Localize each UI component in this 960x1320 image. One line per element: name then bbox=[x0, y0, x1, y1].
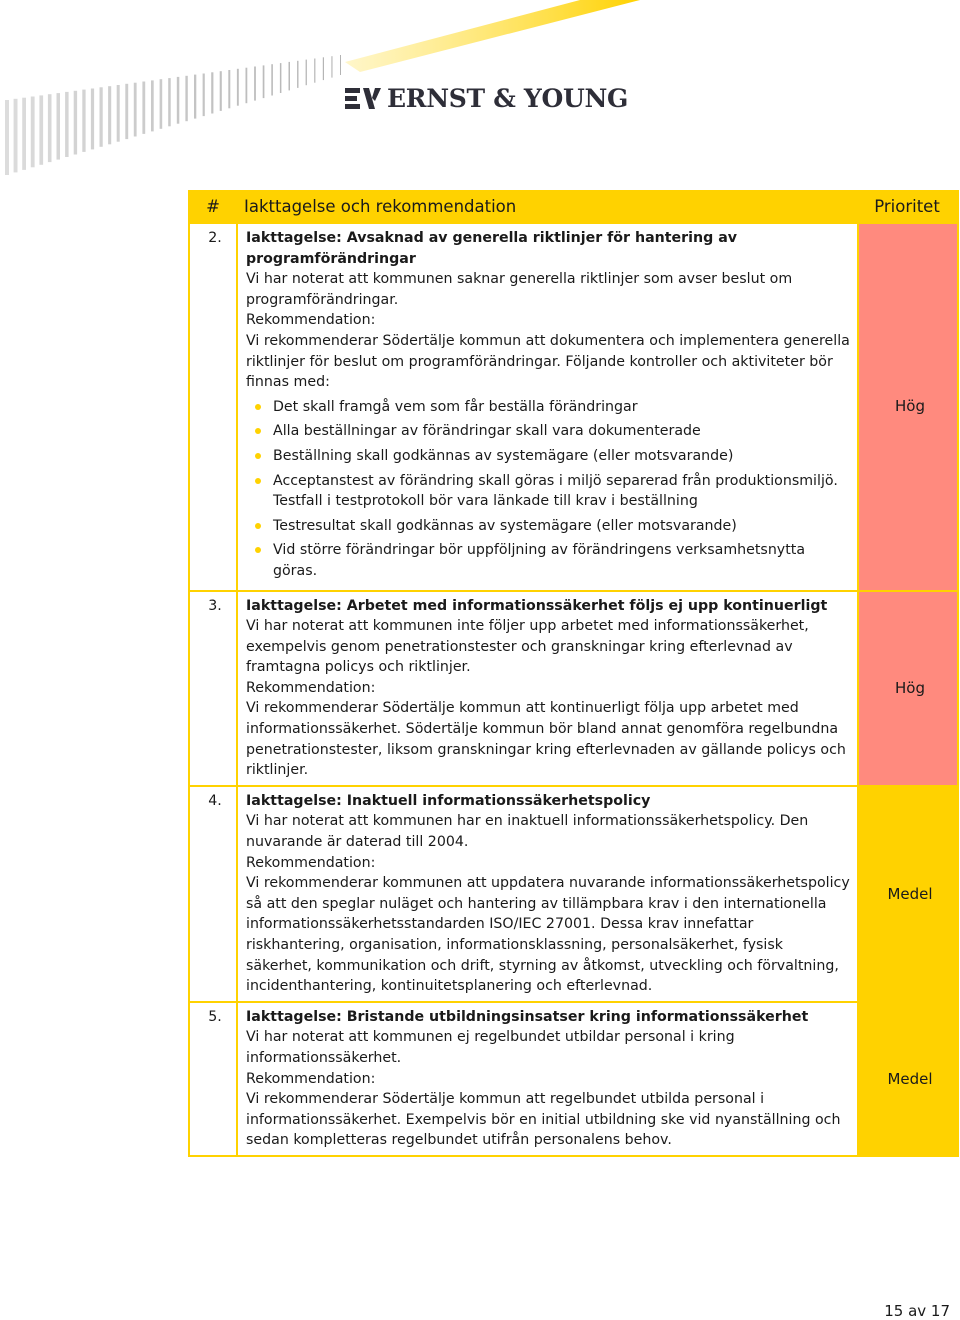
header-tick-mark bbox=[263, 65, 265, 98]
header-tick-mark bbox=[323, 57, 324, 80]
header-tick-mark bbox=[91, 89, 94, 150]
header-tick-mark bbox=[340, 55, 341, 75]
table-row bbox=[190, 1001, 957, 1155]
row-number: 5. bbox=[190, 1001, 236, 1155]
header-tick-mark bbox=[5, 100, 9, 175]
findings-table bbox=[188, 190, 959, 1157]
header-tick-mark bbox=[82, 90, 85, 152]
header-tick-mark bbox=[117, 85, 120, 142]
recommendation-label: Rekommendation: bbox=[246, 679, 376, 696]
finding-text: Vi har noterat att kommunen ej regelbundet utbildar personal i kring informationssäkerhet. bbox=[246, 1029, 735, 1066]
table-row bbox=[190, 590, 957, 785]
recommendation-label: Rekommendation: bbox=[246, 1070, 376, 1087]
header-tick-mark bbox=[237, 69, 239, 106]
list-item: Acceptanstest av förändring skall göras i miljö separerad från produktionsmiljö. Testfall i testprotokoll bör vara länkade till krav i beställning bbox=[246, 471, 851, 512]
header-tick-mark bbox=[246, 68, 248, 104]
header-tick-mark bbox=[220, 71, 222, 111]
list-item: Vid större förändringar bör uppföljning av förändringens verksamhetsnytta göras. bbox=[246, 540, 851, 581]
header-content: Iakttagelse och rekommendation bbox=[236, 192, 857, 222]
header-tick-mark bbox=[48, 94, 52, 162]
header-tick-mark bbox=[314, 59, 315, 83]
header-tick-mark bbox=[65, 92, 69, 157]
control-list bbox=[246, 397, 851, 582]
header-tick-mark bbox=[194, 75, 196, 119]
header-tick-mark bbox=[211, 72, 213, 113]
list-item: Testresultat skall godkännas av systemägare (eller motsvarande) bbox=[246, 516, 851, 537]
priority-cell: Medel bbox=[857, 785, 957, 1001]
header-tick-mark bbox=[142, 82, 145, 134]
header-tick-mark bbox=[331, 56, 332, 77]
header-tick-mark bbox=[125, 84, 128, 139]
header-tick-mark bbox=[289, 62, 291, 91]
header-tick-mark bbox=[108, 86, 111, 144]
header-priority: Prioritet bbox=[857, 192, 957, 222]
finding-title: Iakttagelse: Avsaknad av generella riktlinjer för hantering av programförändringar bbox=[246, 230, 738, 267]
header-tick-mark bbox=[160, 79, 163, 129]
logo-text: ERNST & YOUNG bbox=[387, 84, 629, 113]
recommendation-text: Vi rekommenderar kommunen att uppdatera nuvarande informationssäkerhetspolicy så att den speglar nuläget och hantering av tillämpbara krav i den internationella informationssäkerhetsstandarden ISO/IEC 27001. Dessa krav innefattar riskhantering, organisation, informationsklassning, personalsäkerhet, fysisk säkerhet, kommunikation och drift, styrning av åtkomst, utveckling och förvaltning, incidenthantering, kontinuitetsplanering och efterlevnad. bbox=[246, 875, 850, 995]
header-tick-mark bbox=[168, 78, 171, 126]
list-item: Alla beställningar av förändringar skall vara dokumenterade bbox=[246, 421, 851, 442]
finding-title: Iakttagelse: Bristande utbildningsinsatser kring informationssäkerhet bbox=[246, 1008, 809, 1025]
header-tick-mark bbox=[100, 87, 103, 147]
header-tick-mark bbox=[228, 70, 230, 108]
header-tick-mark bbox=[271, 64, 273, 95]
recommendation-text: Vi rekommenderar Södertälje kommun att kontinuerligt följa upp arbetet med informationssäkerhet. Södertälje kommun bör bland annat genomföra regelbundna penetrationstester, liksom granskningar kring efterlevnaden av gällande policys och riktlinjer. bbox=[246, 700, 846, 779]
priority-cell: Hög bbox=[857, 590, 957, 785]
list-item: Beställning skall godkännas av systemägare (eller motsvarande) bbox=[246, 446, 851, 467]
header-tick-mark bbox=[14, 99, 18, 173]
header-tick-mark bbox=[151, 80, 154, 131]
header-number: # bbox=[190, 192, 236, 222]
header-tick-mark bbox=[74, 91, 77, 155]
list-item: Det skall framgå vem som får beställa förändringar bbox=[246, 397, 851, 418]
header-tick-mark bbox=[297, 61, 298, 88]
header-tick-mark bbox=[22, 98, 26, 170]
recommendation-label: Rekommendation: bbox=[246, 312, 376, 329]
row-content bbox=[236, 1001, 857, 1155]
finding-title: Iakttagelse: Arbetet med informationssäkerhet följs ej upp kontinuerligt bbox=[246, 597, 828, 614]
header-tick-mark bbox=[306, 60, 307, 86]
page-number: 15 av 17 bbox=[884, 1302, 950, 1320]
recommendation-label: Rekommendation: bbox=[246, 854, 376, 871]
row-number: 2. bbox=[190, 222, 236, 590]
header-tick-mark bbox=[254, 67, 256, 101]
row-number: 4. bbox=[190, 785, 236, 1001]
priority-cell: Medel bbox=[857, 1001, 957, 1155]
row-content bbox=[236, 222, 857, 590]
finding-text: Vi har noterat att kommunen saknar generella riktlinjer som avser beslut om programförändringar. bbox=[246, 271, 793, 308]
header-tick-mark bbox=[280, 63, 282, 93]
priority-cell: Hög bbox=[857, 222, 957, 590]
header-tick-mark bbox=[31, 97, 35, 168]
header-tick-mark bbox=[57, 93, 61, 160]
recommendation-text: Vi rekommenderar Södertälje kommun att dokumentera och implementera generella riktlinjer för beslut om programförändringar. Följande kontroller och aktiviteter bör finnas med: bbox=[246, 332, 850, 391]
table-header-row bbox=[190, 192, 957, 222]
finding-text: Vi har noterat att kommunen har en inaktuell informationssäkerhetspolicy. Den nuvarande är daterad till 2004. bbox=[246, 813, 809, 851]
finding-title: Iakttagelse: Inaktuell informationssäkerhetspolicy bbox=[246, 792, 651, 809]
row-number: 3. bbox=[190, 590, 236, 785]
header-tick-mark bbox=[203, 74, 205, 117]
header-tick-mark bbox=[177, 77, 180, 124]
table-row bbox=[190, 222, 957, 590]
header-tick-mark bbox=[134, 83, 137, 137]
finding-text: Vi har noterat att kommunen inte följer upp arbetet med informationssäkerhet, exempelvis genom penetrationstester och granskningar kring efterlevnad av framtagna policys och riktlinjer. bbox=[246, 618, 809, 676]
header-tick-mark bbox=[39, 95, 43, 164]
header-tick-mark bbox=[185, 76, 187, 121]
ey-logo-mark-icon bbox=[345, 85, 381, 113]
ernst-young-logo bbox=[345, 84, 628, 113]
row-content bbox=[236, 590, 857, 785]
recommendation-text: Vi rekommenderar Södertälje kommun att regelbundet utbilda personal i informationssäkerhet. Exempelvis bör en initial utbildning ske vid nyanställning och sedan kompletteras regelbundet utifrån personalens behov. bbox=[246, 1091, 841, 1149]
table-row bbox=[190, 785, 957, 1001]
row-content bbox=[236, 785, 857, 1001]
